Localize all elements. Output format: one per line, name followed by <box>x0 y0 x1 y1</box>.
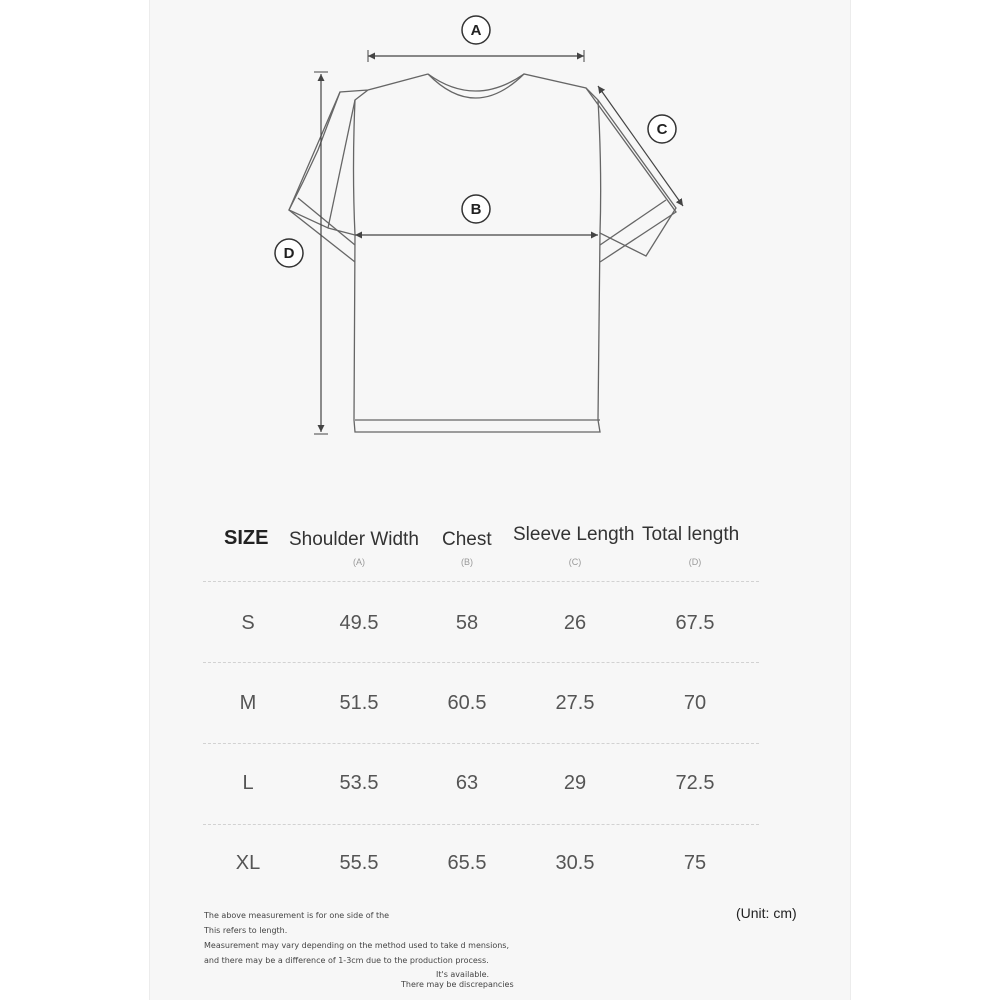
subheader-c: (C) <box>568 557 582 567</box>
cell-size: XL <box>235 852 261 874</box>
svg-text:A: A <box>470 22 482 39</box>
cell-sleeve: 30.5 <box>555 852 595 874</box>
header-chest: Chest <box>442 529 492 550</box>
marker-d <box>275 239 303 267</box>
cell-size: M <box>239 692 257 714</box>
header-sleeve-length: Sleeve Length <box>513 524 635 545</box>
svg-text:D: D <box>283 245 295 262</box>
cell-size: L <box>242 772 254 794</box>
cell-chest: 63 <box>455 772 479 794</box>
cell-size: S <box>241 612 255 634</box>
header-shoulder-width: Shoulder Width <box>289 529 419 550</box>
note-line: Measurement may vary depending on the method used to take d mensions, <box>204 941 509 950</box>
dimension-c-arrow <box>598 86 683 206</box>
cell-sleeve: 26 <box>563 612 587 634</box>
marker-b <box>462 195 490 223</box>
row-separator <box>203 581 759 582</box>
subheader-d: (D) <box>688 557 702 567</box>
svg-text:C: C <box>656 121 668 138</box>
header-size: SIZE <box>224 527 269 549</box>
cell-shoulder: 53.5 <box>339 772 379 794</box>
cell-total: 70 <box>683 692 707 714</box>
cell-shoulder: 55.5 <box>339 852 379 874</box>
cell-total: 72.5 <box>675 772 715 794</box>
header-total-length: Total length <box>642 524 740 545</box>
note-line: There may be discrepancies <box>401 980 514 989</box>
cell-chest: 60.5 <box>447 692 487 714</box>
row-separator <box>203 662 759 663</box>
cell-total: 75 <box>683 852 707 874</box>
unit-label: (Unit: cm) <box>736 905 797 921</box>
cell-sleeve: 27.5 <box>555 692 595 714</box>
note-line: The above measurement is for one side of the <box>204 911 390 920</box>
cell-chest: 58 <box>455 612 479 634</box>
cell-shoulder: 51.5 <box>339 692 379 714</box>
row-separator <box>203 824 759 825</box>
subheader-a: (A) <box>353 557 365 567</box>
cell-total: 67.5 <box>675 612 715 634</box>
row-separator <box>203 743 759 744</box>
marker-c <box>648 115 676 143</box>
tshirt-diagram <box>0 0 1000 470</box>
cell-chest: 65.5 <box>447 852 487 874</box>
note-line: It's available. <box>436 970 490 979</box>
tshirt-outline <box>289 74 676 432</box>
cell-shoulder: 49.5 <box>339 612 379 634</box>
marker-a <box>462 16 490 44</box>
note-line: This refers to length. <box>204 926 288 935</box>
subheader-b: (B) <box>461 557 473 567</box>
note-line: and there may be a difference of 1-3cm due to the production process. <box>204 956 489 965</box>
svg-text:B: B <box>470 201 482 218</box>
cell-sleeve: 29 <box>563 772 587 794</box>
